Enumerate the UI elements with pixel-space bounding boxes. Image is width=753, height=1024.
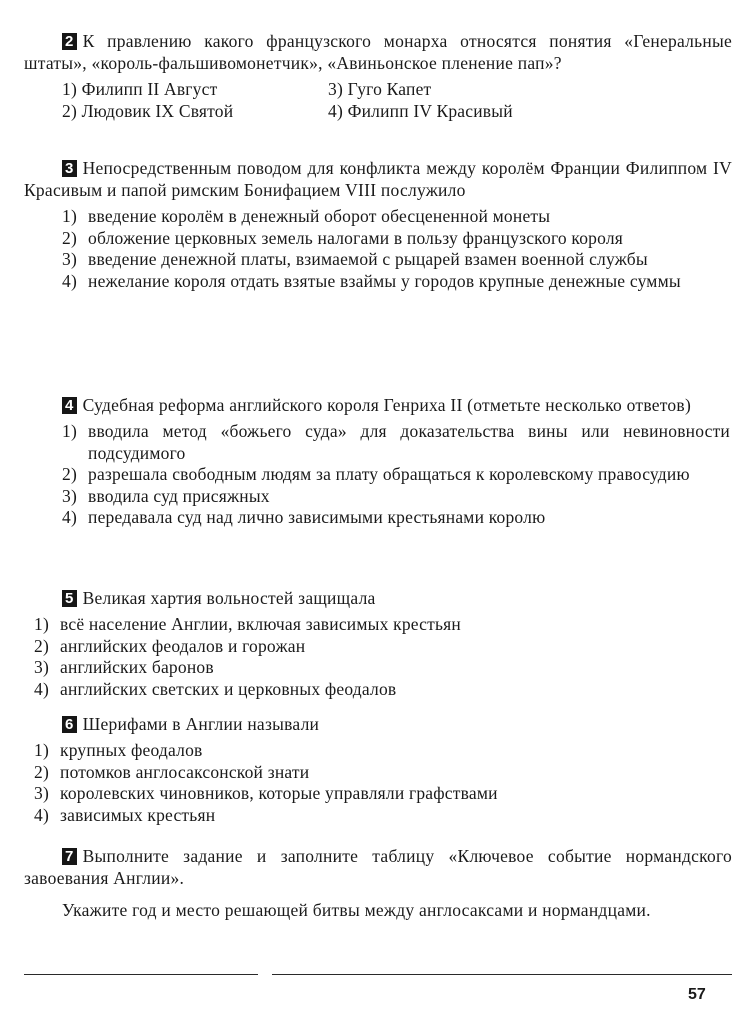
question-4-options [62,421,732,529]
question-7-number: 7 [62,848,77,865]
question-4-number: 4 [62,397,77,414]
question-5 [24,587,732,700]
question-7 [24,845,732,921]
question-2-stem [24,30,732,74]
option: 3) вводила суд присяжных [62,485,270,506]
question-6-options [34,740,732,826]
option: 1) вводила метод «божьего суда» для доказательства вины или невиновности подсудимого [62,421,730,463]
question-2-text: К правлению какого французского монарха относятся понятия «Генеральные штаты», «король-фальшивомонетчик», «Авиньонское пленение пап»? [24,31,732,73]
question-7-stem [24,845,732,889]
option: 2) английских феодалов и горожан [34,635,306,656]
question-5-text: Великая хартия вольностей защищала [82,588,376,608]
question-6-number: 6 [62,716,77,733]
question-7-subtext: Укажите год и место решающей битвы между англосаксами и нормандцами. [62,900,651,920]
option: 1) крупных феодалов [34,740,203,760]
option: 2) разрешала свободным людям за плату обращаться к королевскому правосудию [62,464,690,484]
question-6 [24,713,732,826]
question-3-stem [24,157,732,201]
question-4-text: Судебная реформа английского короля Генриха II (отметьте несколько ответов) [82,395,692,415]
option: 2) обложение церковных земель налогами в пользу французского короля [62,227,624,248]
option: 4) английских светских и церковных феодалов [34,678,397,699]
option: 4) зависимых крестьян [34,804,216,825]
question-5-number: 5 [62,590,77,607]
question-3-options [62,206,732,292]
option: 1) Филипп II Август [62,79,218,99]
answer-line-left [24,974,258,975]
option: 4) Филипп IV Красивый [328,100,513,121]
question-6-text: Шерифами в Англии называли [82,714,320,734]
option: 2) Людовик IX Святой [62,100,234,121]
question-2-number: 2 [62,33,77,50]
question-4-stem [24,394,732,416]
option: 4) передавала суд над лично зависимыми крестьянами королю [62,507,546,527]
option: 3) английских баронов [34,657,214,677]
question-7-text: Выполните задание и заполните таблицу «Ключевое событие нормандского завоевания Англии». [24,846,732,888]
question-2-options [62,79,732,122]
question-5-options [34,614,732,700]
option: 3) королевских чиновников, которые управляли графствами [34,783,498,803]
question-3-number: 3 [62,160,77,177]
option: 4) нежелание короля отдать взятые взаймы у городов крупные денежные суммы [62,270,681,291]
question-3-text: Непосредственным поводом для конфликта между королём Франции Филиппом IV Красивым и папой римским Бонифацием VIII послужило [24,158,732,200]
question-6-stem [24,713,732,735]
option: 3) введение денежной платы, взимаемой с рыцарей взамен военной службы [62,249,648,269]
question-5-stem [24,587,732,609]
page-number: 57 [688,986,706,1003]
option: 1) всё население Англии, включая зависимых крестьян [34,614,461,634]
option: 2) потомков англосаксонской знати [34,761,310,782]
option: 1) введение королём в денежный оборот обесцененной монеты [62,206,551,226]
question-2 [24,30,732,122]
question-3 [24,157,732,292]
answer-line-right [272,974,732,975]
option: 3) Гуго Капет [328,79,432,99]
question-4 [24,394,732,529]
